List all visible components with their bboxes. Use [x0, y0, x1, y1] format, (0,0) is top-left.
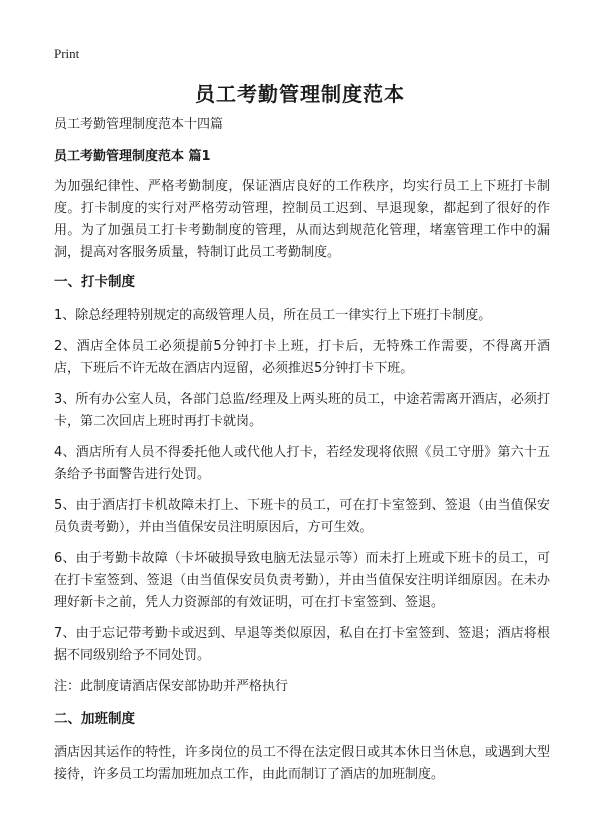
overtime-intro-paragraph: 酒店因其运作的特性，许多岗位的员工不得在法定假日或其本休日当休息，或遇到大型接待，许多员工均需加班加点工作，由此而制订了酒店的加班制度。: [54, 745, 550, 782]
rule-item: 1、除总经理特别规定的高级管理人员，所在员工一律实行上下班打卡制度。: [54, 308, 492, 323]
section-heading-overtime: 二、加班制度: [54, 711, 135, 727]
document-subtitle: 员工考勤管理制度范本十四篇: [54, 117, 224, 132]
rule-item: 7、由于忘记带考勤卡或迟到、早退等类似原因，私自在打卡室签到、签退；酒店将根据不同级别给予不同处罚。: [54, 626, 550, 663]
section-heading-clock-in: 一、打卡制度: [54, 274, 135, 290]
note-text: 注：此制度请酒店保安部协助并严格执行: [54, 679, 289, 694]
rule-item: 3、所有办公室人员，各部门总监/经理及上两头班的员工，中途若需离开酒店，必须打卡，第二次回店上班时再打卡就岗。: [54, 392, 550, 429]
document-body: [54, 116, 550, 795]
intro-paragraph: 为加强纪律性、严格考勤制度，保证酒店良好的工作秩序，均实行员工上下班打卡制度。打卡制度的实行对严格劳动管理，控制员工迟到、早退现象，都起到了很好的作用。为了加强员工打卡考勤制度的管理，从而达到规范化管理，堵塞管理工作中的漏洞，提高对客服务质量，特制订此员工考勤制度。: [54, 179, 550, 260]
rule-item: 5、由于酒店打卡机故障未打上、下班卡的员工，可在打卡室签到、签退（由当值保安员负责考勤），并由当值保安员注明原因后，方可生效。: [54, 498, 550, 535]
rule-item: 6、由于考勤卡故障（卡坏破损导致电脑无法显示等）而未打上班或下班卡的员工，可在打卡室签到、签退（由当值保安员负责考勤），并由当值保安注明详细原因。在未办理好新卡之前，凭人力资源部的有效证明，可在打卡室签到、签退。: [54, 551, 550, 610]
print-link[interactable]: Print: [54, 46, 80, 61]
article-heading: 员工考勤管理制度范本 篇1: [54, 149, 211, 164]
rule-item: 4、酒店所有人员不得委托他人或代他人打卡，若经发现将依照《员工守册》第六十五条给予书面警告进行处罚。: [54, 445, 550, 482]
page-title: 员工考勤管理制度范本: [195, 82, 405, 106]
rule-item: 2、酒店全体员工必须提前5分钟打卡上班，打卡后，无特殊工作需要，不得离开酒店，下班后不许无故在酒店内逗留，必须推迟5分钟打卡下班。: [54, 339, 550, 376]
